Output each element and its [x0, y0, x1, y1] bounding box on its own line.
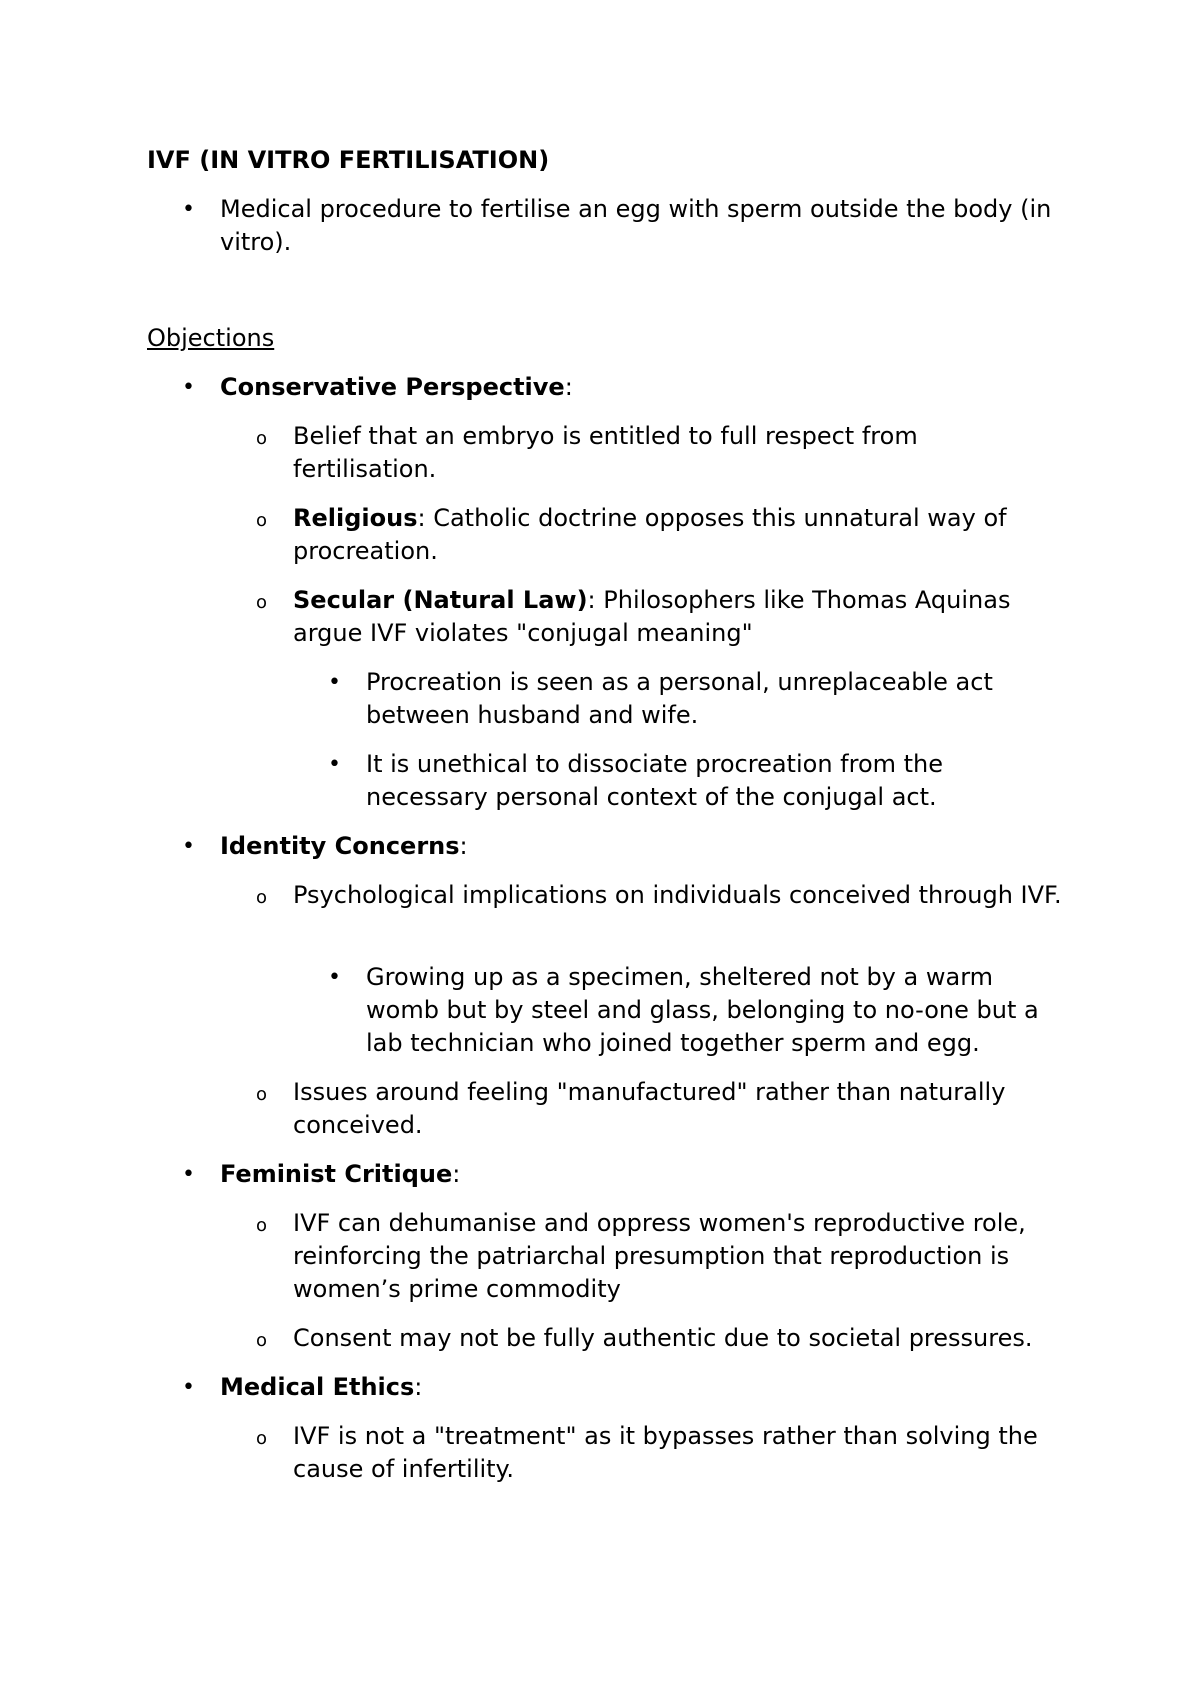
objections-heading: Objections — [147, 324, 275, 352]
sub-bullet-icon: o — [256, 887, 268, 908]
secular-subpoint — [328, 748, 1066, 814]
conservative-item — [182, 371, 1060, 404]
identity-point-text: Psychological implications on individuals conceived through IVF. — [293, 881, 1062, 909]
identity-heading: Identity Concerns — [220, 832, 460, 860]
sub-bullet-icon: o — [256, 1215, 268, 1236]
feminist-point — [256, 1322, 1063, 1355]
religious-point — [256, 502, 1063, 568]
medical-item — [182, 1371, 1060, 1404]
colon: : — [452, 1160, 461, 1188]
bullet-icon: • — [182, 1162, 195, 1187]
colon: : — [459, 832, 468, 860]
conservative-point-text: Belief that an embryo is entitled to full respect from fertilisation. — [293, 422, 918, 483]
feminist-point-text: Consent may not be fully authentic due to societal pressures. — [293, 1324, 1033, 1352]
definition-text: Medical procedure to fertilise an egg with sperm outside the body (in vitro). — [220, 195, 1052, 256]
sub-bullet-icon: o — [256, 510, 268, 531]
secular-subpoint-text: It is unethical to dissociate procreation from the necessary personal context of the conjugal act. — [366, 750, 944, 811]
bullet-icon: • — [182, 197, 195, 222]
bullet-icon: • — [182, 1375, 195, 1400]
bullet-icon: • — [182, 375, 195, 400]
secular-text: : Philosophers like Thomas Aquinas argue IVF violates "conjugal meaning" — [293, 586, 1011, 647]
feminist-heading: Feminist Critique — [220, 1160, 453, 1188]
conservative-point — [256, 420, 1063, 486]
medical-point-text: IVF is not a "treatment" as it bypasses rather than solving the cause of infertility. — [293, 1422, 1038, 1483]
identity-point — [256, 1076, 1063, 1142]
secular-label: Secular (Natural Law) — [293, 586, 588, 614]
sub-bullet-icon: o — [256, 1428, 268, 1449]
medical-point — [256, 1420, 1063, 1486]
bullet-icon: • — [328, 670, 341, 695]
secular-subpoint-text: Procreation is seen as a personal, unreplaceable act between husband and wife. — [366, 668, 993, 729]
identity-subpoint — [328, 961, 1066, 1060]
medical-heading: Medical Ethics — [220, 1373, 415, 1401]
feminist-item — [182, 1158, 1060, 1191]
bullet-icon: • — [328, 965, 341, 990]
sub-bullet-icon: o — [256, 1330, 268, 1351]
identity-item — [182, 830, 1060, 863]
colon: : — [414, 1373, 423, 1401]
feminist-point — [256, 1207, 1063, 1306]
identity-point — [256, 879, 1063, 912]
feminist-point-text: IVF can dehumanise and oppress women's reproductive role, reinforcing the patriarchal presumption that reproduction is women’s prime commodity — [293, 1209, 1026, 1303]
conservative-heading: Conservative Perspective — [220, 373, 565, 401]
definition-item — [182, 193, 1060, 259]
sub-bullet-icon: o — [256, 592, 268, 613]
religious-label: Religious — [293, 504, 418, 532]
sub-bullet-icon: o — [256, 428, 268, 449]
colon: : — [564, 373, 573, 401]
bullet-icon: • — [182, 834, 195, 859]
secular-subpoint — [328, 666, 1066, 732]
secular-point — [256, 584, 1063, 650]
sub-bullet-icon: o — [256, 1084, 268, 1105]
document-title: IVF (IN VITRO FERTILISATION) — [147, 146, 550, 174]
identity-point-text: Issues around feeling "manufactured" rather than naturally conceived. — [293, 1078, 1006, 1139]
identity-subpoint-text: Growing up as a specimen, sheltered not by a warm womb but by steel and glass, belonging to no-one but a lab technician who joined together sperm and egg. — [366, 963, 1039, 1057]
bullet-icon: • — [328, 752, 341, 777]
religious-text: : Catholic doctrine opposes this unnatural way of procreation. — [293, 504, 1007, 565]
